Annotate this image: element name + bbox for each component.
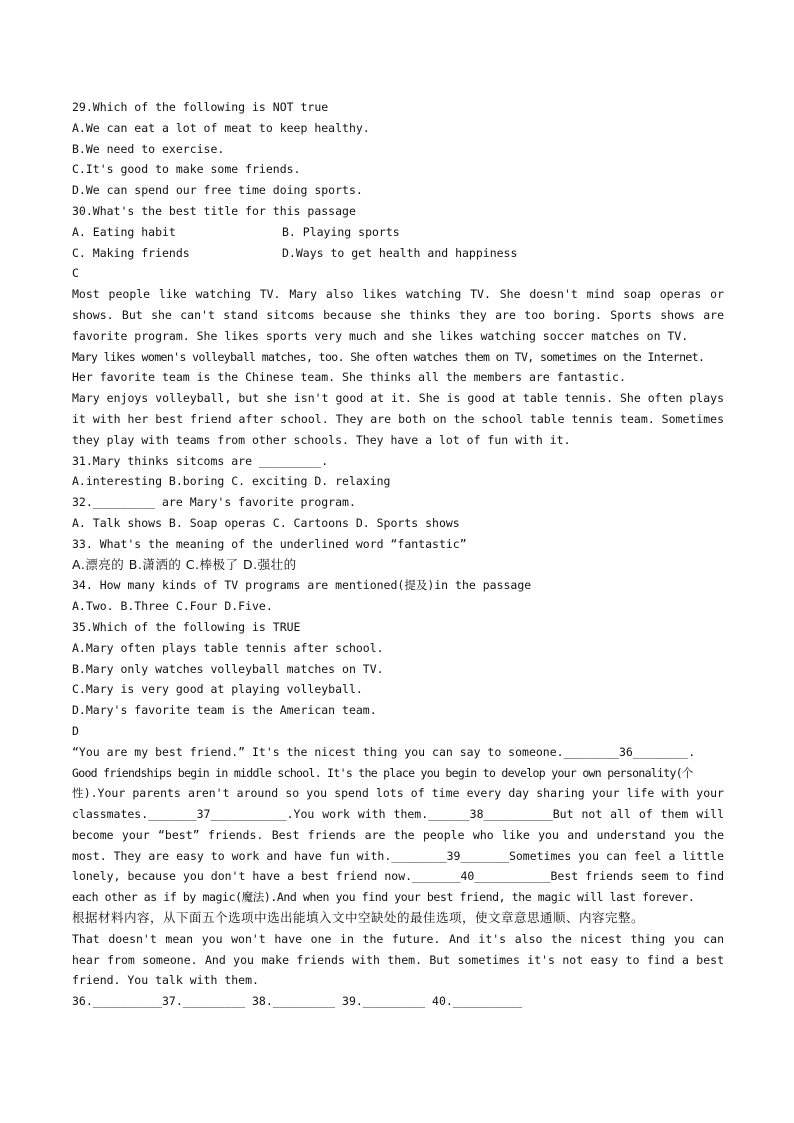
passage-line: each other as if by magic(魔法).And when you find your best friend, the magic will last forever. <box>72 890 695 905</box>
question-stem: 32._________ are Mary's favorite program. <box>72 495 356 510</box>
option-sentences: That doesn't mean you won't have one in the future. And it's also the nicest thing you can <box>72 931 724 946</box>
option: B.Mary only watches volleyball matches on TV. <box>72 661 384 676</box>
option-row <box>72 222 724 243</box>
instruction: 根据材料内容，从下面五个选项中选出能填入文中空缺处的最佳选项，使文章意思通顺、内容完整。 <box>72 910 645 926</box>
section-d <box>72 721 724 1012</box>
question-stem: 31.Mary thinks sitcoms are _________. <box>72 453 329 468</box>
passage-line: Mary likes women's volleyball matches, too. She often watches them on TV, sometimes on the Internet. <box>72 349 705 364</box>
passage-line: become your “best” friends. Best friends are the people who like you and understand you the <box>72 827 724 842</box>
question-30 <box>72 201 724 263</box>
question-stem: 34. How many kinds of TV programs are mentioned(提及)in the passage <box>72 578 532 593</box>
option: A. Eating habit <box>72 224 176 239</box>
option-row: A. Talk shows B. Soap operas C. Cartoons D. Sports shows <box>72 515 460 530</box>
option-row <box>72 243 724 264</box>
question-stem: 35.Which of the following is TRUE <box>72 619 301 634</box>
option: C. Making friends <box>72 245 190 260</box>
question-29 <box>72 97 724 201</box>
question-stem: 29.Which of the following is NOT true <box>72 100 329 114</box>
option: D.We can spend our free time doing sports. <box>72 183 363 198</box>
passage-line: most. They are easy to work and have fun with.________39_______Sometimes you can feel a little <box>72 848 724 863</box>
section-label: D <box>72 723 79 738</box>
option-sentences: hear from someone. And you make friends with them. But sometimes it's not easy to find a best <box>72 952 724 967</box>
option: D.Ways to get health and happiness <box>282 245 518 260</box>
option: C.It's good to make some friends. <box>72 162 301 177</box>
option-sentences: friend. You talk with them. <box>72 973 259 988</box>
option-row: A.Two. B.Three C.Four D.Five. <box>72 599 273 614</box>
passage-line: “You are my best friend.” It's the nicest thing you can say to someone.________36________. <box>72 744 696 759</box>
passage-line: Most people like watching TV. Mary also likes watching TV. She doesn't mind soap operas or <box>72 287 724 302</box>
passage-line: 性).Your parents aren't around so you spend lots of time every day sharing your life with your <box>72 786 724 801</box>
passage-line: they play with teams from other schools. They have a lot of fun with it. <box>72 432 571 447</box>
questions-c <box>72 451 724 721</box>
option-row: A.漂亮的 B.潇洒的 C.棒极了 D.强壮的 <box>72 556 297 572</box>
document-page <box>72 97 724 1012</box>
option: A.Mary often plays table tennis after school. <box>72 640 384 655</box>
section-c <box>72 263 724 450</box>
option: A.We can eat a lot of meat to keep healthy. <box>72 120 370 135</box>
passage-line: Good friendships begin in middle school. It's the place you begin to develop your own personality(个 <box>72 765 693 780</box>
question-stem: 33. What's the meaning of the underlined word “fantastic” <box>72 536 467 551</box>
section-label: C <box>72 266 79 281</box>
option: B.We need to exercise. <box>72 141 225 156</box>
answer-blanks: 36.__________37._________ 38._________ 39._________ 40.__________ <box>72 994 523 1009</box>
question-stem: 30.What's the best title for this passage <box>72 203 356 218</box>
option: C.Mary is very good at playing volleyball. <box>72 682 363 697</box>
option: D.Mary's favorite team is the American team. <box>72 703 377 718</box>
passage-line: shows. But she can't stand sitcoms because she thinks they are too boring. Sports shows are <box>72 307 724 322</box>
passage-line: favorite program. She likes sports very much and she likes watching soccer matches on TV. <box>72 328 689 343</box>
option: B. Playing sports <box>282 224 400 239</box>
passage-line: it with her best friend after school. They are both on the school table tennis team. Sometimes <box>72 411 724 426</box>
passage-line: lonely, because you don't have a best friend now._______40___________Best friends seem to find <box>72 869 724 884</box>
option-row: A.interesting B.boring C. exciting D. relaxing <box>72 474 391 489</box>
passage-line: Her favorite team is the Chinese team. She thinks all the members are fantastic. <box>72 370 626 385</box>
passage-line: Mary enjoys volleyball, but she isn't good at it. She is good at table tennis. She often plays <box>72 391 724 406</box>
passage-line: classmates._______37___________.You work with them.______38__________But not all of them will <box>72 807 724 822</box>
